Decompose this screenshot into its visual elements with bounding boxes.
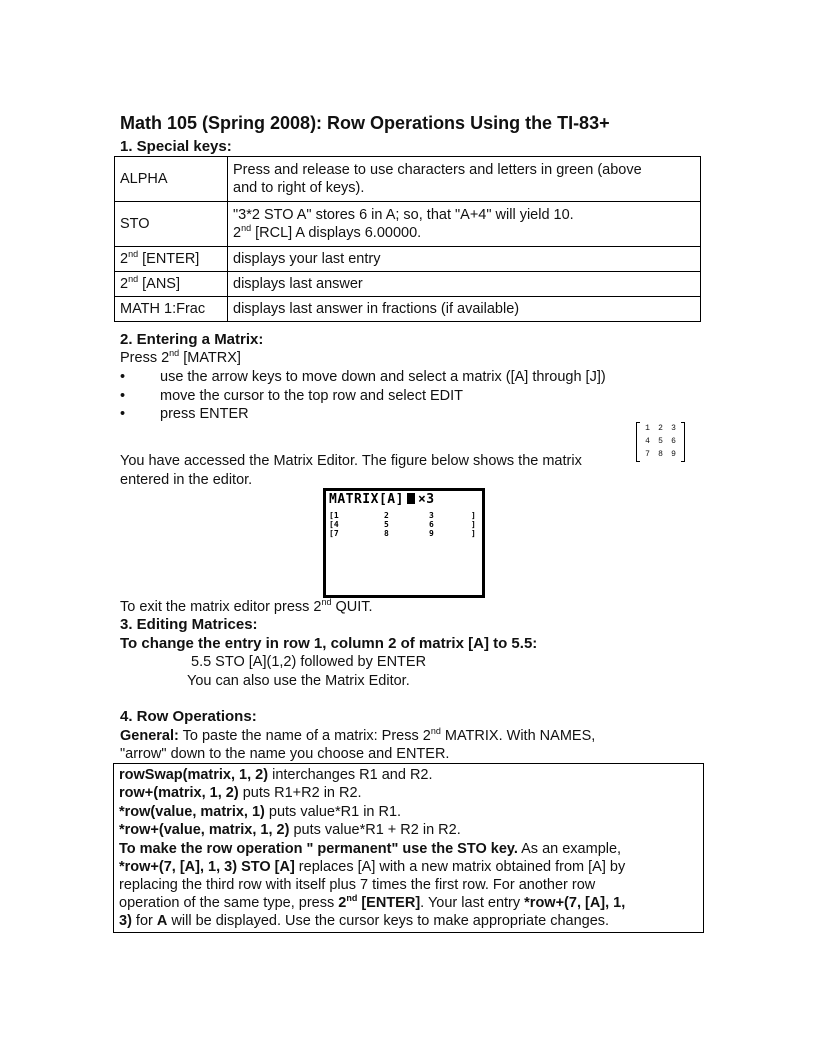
row-operations-box [113,763,704,933]
table-row [115,297,701,322]
key-cell: STO [115,202,228,247]
edit-instruction: You can also use the Matrix Editor. [187,673,410,689]
desc-cell: "3*2 STO A" stores 6 in A; so, that "A+4" will yield 10. 2nd [RCL] A displays 6.00000. [228,202,701,247]
calc-row: [7 8 9 ] [329,529,476,538]
op-line: *row(value, matrix, 1) puts value*R1 in R1. [119,804,402,820]
op-line: replacing the third row with itself plus 7 times the first row. For another row [119,877,596,893]
key-cell: MATH 1:Frac [115,297,228,322]
bullet-item: • use the arrow keys to move down and select a matrix ([A] through [J]) [120,369,606,385]
table-row [115,272,701,297]
editor-text: entered in the editor. [120,472,253,488]
bullet-icon: • [120,369,126,385]
key-cell: 2nd [ENTER] [115,247,228,272]
table-row [115,202,701,247]
bullet-icon: • [120,388,126,404]
key-cell: ALPHA [115,157,228,202]
section3-heading: 3. Editing Matrices: [120,616,258,633]
op-line: operation of the same type, press 2nd [ENTER]. Your last entry *row+(7, [A], 1, [119,893,626,911]
table-row [115,157,701,202]
calculator-screen [323,488,485,598]
desc-cell: displays last answer in fractions (if available) [228,297,701,322]
calc-header: MATRIX[A] ×3 [329,492,435,507]
page-title: Math 105 (Spring 2008): Row Operations Using the TI-83+ [120,113,610,133]
general-text: "arrow" down to the name you choose and ENTER. [120,746,450,762]
example-matrix: 1 2 3 4 5 6 7 8 9 [636,422,685,462]
section2-heading: 2. Entering a Matrix: [120,331,264,348]
op-line: To make the row operation " permanent" use the STO key. As an example, [119,841,622,857]
desc-cell: Press and release to use characters and letters in green (above and to right of keys). [228,157,701,202]
section4-heading: 4. Row Operations: [120,708,257,725]
desc-cell: displays last answer [228,272,701,297]
op-line: rowSwap(matrix, 1, 2) interchanges R1 and R2. [119,767,433,783]
key-cell: 2nd [ANS] [115,272,228,297]
section3-subheading: To change the entry in row 1, column 2 of matrix [A] to 5.5: [120,635,538,652]
exit-text: To exit the matrix editor press 2nd QUIT. [120,597,373,615]
press-matrx-line: Press 2nd [MATRX] [120,348,241,366]
op-line: *row+(value, matrix, 1, 2) puts value*R1 + R2 in R2. [119,822,461,838]
cursor-icon [407,493,415,504]
edit-instruction: 5.5 STO [A](1,2) followed by ENTER [191,654,427,670]
op-line: *row+(7, [A], 1, 3) STO [A] replaces [A] with a new matrix obtained from [A] by [119,859,626,875]
op-line: row+(matrix, 1, 2) puts R1+R2 in R2. [119,785,362,801]
calc-row: [4 5 6 ] [329,520,476,529]
bullet-item: • press ENTER [120,406,249,422]
section1-heading: 1. Special keys: [120,138,232,155]
op-line: 3) for A will be displayed. Use the cursor keys to make appropriate changes. [119,913,610,929]
editor-text: You have accessed the Matrix Editor. The figure below shows the matrix [120,453,582,469]
desc-cell: displays your last entry [228,247,701,272]
bullet-item: • move the cursor to the top row and select EDIT [120,388,464,404]
calc-row: [1 2 3 ] [329,511,476,520]
general-text: General: To paste the name of a matrix: Press 2nd MATRIX. With NAMES, [120,726,596,744]
special-keys-table [114,156,701,322]
table-row [115,247,701,272]
bullet-icon: • [120,406,126,422]
